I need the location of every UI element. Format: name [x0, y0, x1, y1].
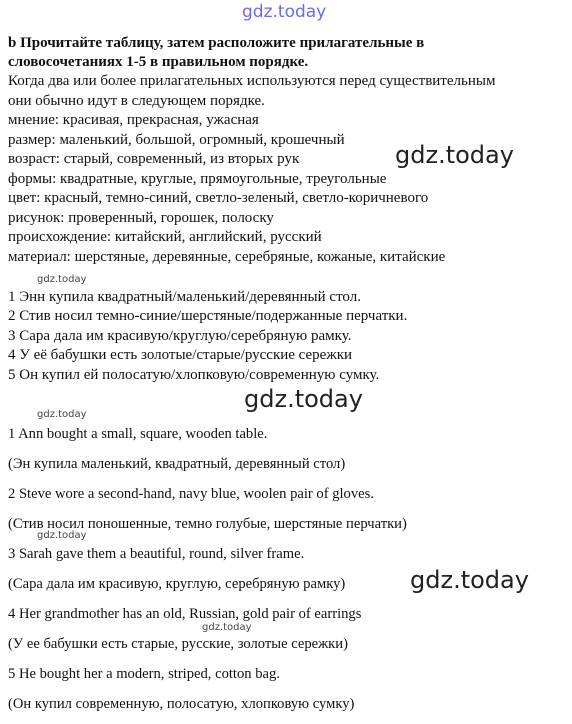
exercise-1: 1 Энн купила квадратный/маленький/деревянный стол. [8, 289, 361, 305]
task-heading-line-2: словосочетаниях 1-5 в правильном порядке. [8, 54, 309, 70]
watermark-small-3: gdz.today [37, 530, 87, 541]
watermark-top: gdz.today [242, 2, 327, 22]
answer-4-english: 4 Her grandmother has an old, Russian, gold pair of earrings [8, 606, 362, 622]
category-shape: формы: квадратные, круглые, прямоугольные, треугольные [8, 171, 387, 187]
watermark-small-2: gdz.today [37, 409, 87, 420]
watermark-small-4: gdz.today [202, 622, 252, 633]
answer-2-english: 2 Steve wore a second-hand, navy blue, woolen pair of gloves. [8, 486, 374, 502]
intro-line-1: Когда два или более прилагательных используются перед существительным [8, 73, 496, 89]
answer-2-russian: (Стив носил поношенные, темно голубые, шерстяные перчатки) [8, 516, 407, 532]
category-material: материал: шерстяные, деревянные, серебряные, кожаные, китайские [8, 249, 446, 265]
answer-1-russian: (Эн купила маленький, квадратный, деревянный стол) [8, 456, 346, 472]
watermark-mid-right: gdz.today [395, 141, 514, 169]
category-size: размер: маленький, большой, огромный, крошечный [8, 132, 345, 148]
category-color: цвет: красный, темно-синий, светло-зеленый, светло-коричневого [8, 190, 429, 206]
category-pattern: рисунок: проверенный, горошек, полоску [8, 210, 274, 226]
exercise-3: 3 Сара дала им красивую/круглую/серебряную рамку. [8, 328, 352, 344]
category-origin: происхождение: китайский, английский, русский [8, 229, 322, 245]
answer-3-russian: (Сара дала им красивую, круглую, серебряную рамку) [8, 576, 346, 592]
category-opinion: мнение: красивая, прекрасная, ужасная [8, 112, 259, 128]
exercise-2: 2 Стив носил темно-синие/шерстяные/подержанные перчатки. [8, 308, 408, 324]
answer-5-russian: (Он купил современную, полосатую, хлопковую сумку) [8, 696, 355, 712]
watermark-small-1: gdz.today [37, 274, 87, 285]
exercise-4: 4 У её бабушки есть золотые/старые/русские сережки [8, 347, 353, 363]
intro-line-2: они обычно идут в следующем порядке. [8, 93, 265, 109]
task-heading-line-1: b Прочитайте таблицу, затем расположите прилагательные в [8, 35, 425, 51]
answer-5-english: 5 He bought her a modern, striped, cotton bag. [8, 666, 280, 682]
category-age: возраст: старый, современный, из вторых рук [8, 151, 300, 167]
exercise-5: 5 Он купил ей полосатую/хлопковую/современную сумку. [8, 367, 380, 383]
answer-1-english: 1 Ann bought a small, square, wooden table. [8, 426, 268, 442]
answer-3-english: 3 Sarah gave them a beautiful, round, silver frame. [8, 546, 305, 562]
watermark-center: gdz.today [244, 385, 363, 413]
answer-4-russian: (У ее бабушки есть старые, русские, золотые сережки) [8, 636, 348, 652]
watermark-right-answers: gdz.today [410, 566, 529, 594]
